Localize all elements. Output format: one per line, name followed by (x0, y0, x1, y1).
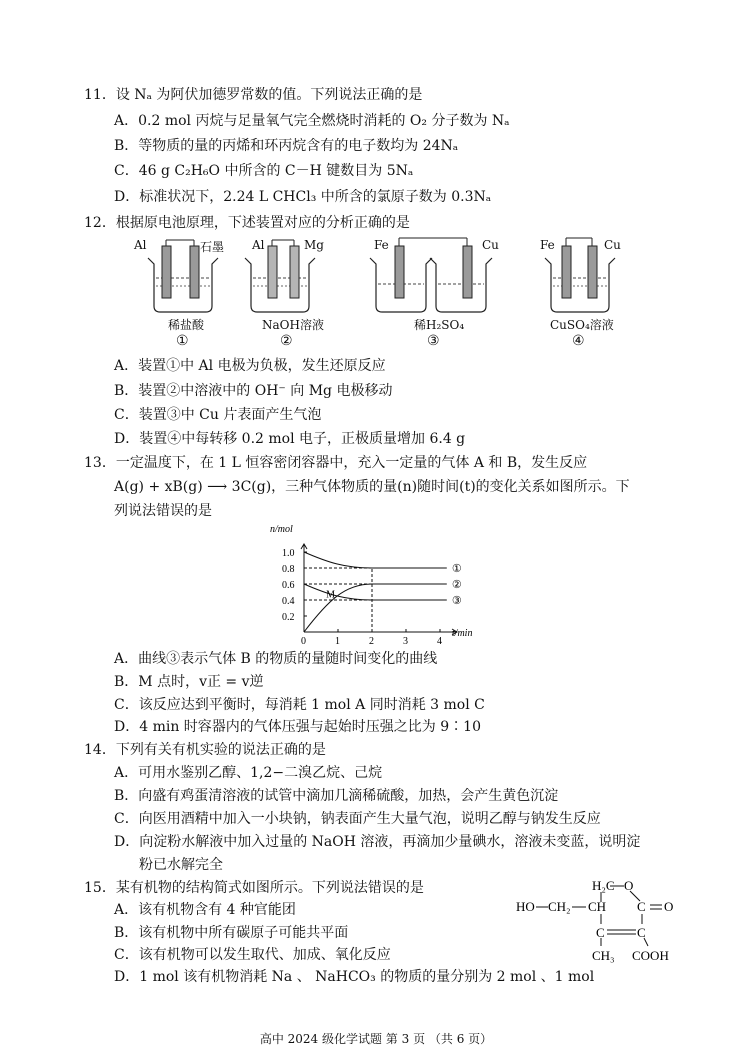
dev2-right-label: Mg (304, 238, 324, 252)
structural-formula (516, 874, 696, 966)
q14-option-d-line2: 粉已水解完全 (139, 857, 223, 873)
q14-option-a: A．可用水鉴别乙醇、1,2−二溴乙烷、己烷 (114, 765, 383, 781)
x-tick-label: 2 (369, 636, 374, 646)
q11-option-b: B．等物质的量的丙烯和环丙烷含有的电子数均为 24Nₐ (114, 138, 459, 154)
atom-ho: HO (516, 899, 535, 914)
q15-option-a: A．该有机物含有 4 种官能团 (114, 902, 296, 918)
q13-stem-line3: 列说法错误的是 (114, 503, 212, 519)
atom-carbonyl-c: C (637, 899, 646, 914)
x-tick-label: 1 (335, 636, 340, 646)
series-label: ① (451, 563, 462, 575)
point-m-label: M (326, 589, 336, 601)
dev3-left-label: Fe (374, 238, 389, 252)
q13-stem-line2: A(g) + xB(g) ⟶ 3C(g)，三种气体物质的量(n)随时间(t)的变化关系如图所示。下 (114, 479, 630, 495)
dev1-left-label: Al (134, 238, 147, 252)
y-tick-label: 0.8 (282, 564, 295, 575)
atom-cooh: COOH (632, 948, 669, 963)
q14-option-b: B．向盛有鸡蛋清溶液的试管中滴加几滴稀硫酸，加热，会产生黄色沉淀 (114, 788, 559, 804)
dev1-solution-label: 稀盐酸 (168, 318, 205, 332)
q12-stem: 12．根据原电池原理，下述装置对应的分析正确的是 (84, 215, 410, 231)
dev2-number: ② (280, 333, 293, 349)
x-tick-label: 3 (403, 636, 408, 646)
page-footer: 高中 2024 级化学试题 第 3 页 （共 6 页） (259, 1032, 493, 1046)
q15-option-c: C．该有机物可以发生取代、加成、氧化反应 (114, 947, 391, 963)
x-tick-label: 4 (437, 636, 442, 646)
x-axis-label: t/min (451, 628, 473, 639)
q13-option-a: A．曲线③表示气体 B 的物质的量随时间变化的曲线 (114, 651, 438, 667)
q11-option-d: D．标准状况下，2.24 L CHCl₃ 中所含的氯原子数为 0.3Nₐ (114, 189, 492, 205)
dev4-left-label: Fe (540, 238, 555, 252)
series-label: ③ (451, 595, 462, 607)
atom-c1: C (596, 925, 605, 940)
dev1-number: ① (176, 333, 189, 349)
y-axis-label: n/mol (270, 524, 293, 535)
q11-option-c: C．46 g C₂H₆O 中所含的 C－H 键数目为 5Nₐ (114, 163, 414, 179)
amount-time-chart (266, 520, 492, 646)
y-tick-label: 0.2 (282, 612, 295, 623)
series-label: ② (451, 579, 462, 591)
dev3-solution-label: 稀H₂SO₄ (414, 318, 465, 332)
atom-ch2: CH₂ (548, 899, 571, 914)
atom-h2c: H₂C (592, 878, 615, 893)
q13-stem-line1: 13．一定温度下，在 1 L 恒容密闭容器中，充入一定量的气体 A 和 B，发生反应 (84, 455, 588, 471)
q13-option-c: C．该反应达到平衡时，每消耗 1 mol A 同时消耗 3 mol C (114, 697, 485, 713)
dev3-number: ③ (427, 333, 440, 349)
q12-option-d: D．装置④中每转移 0.2 mol 电子，正极质量增加 6.4 g (114, 431, 466, 447)
atom-ring-o: O (624, 878, 634, 893)
q15-option-b: B．该有机物中所有碳原子可能共平面 (114, 925, 349, 941)
y-tick-label: 1.0 (282, 548, 295, 559)
y-tick-label: 0.4 (282, 596, 295, 607)
atom-ch: CH (588, 899, 607, 914)
q11-option-a: A．0.2 mol 丙烷与足量氧气完全燃烧时消耗的 O₂ 分子数为 Nₐ (114, 113, 510, 129)
atom-c2: C (637, 925, 646, 940)
q12-option-a: A．装置①中 Al 电极为负极，发生还原反应 (114, 358, 386, 374)
q13-option-b: B．M 点时，v正 = v逆 (114, 674, 264, 690)
dev3-right-label: Cu (482, 238, 499, 252)
q14-option-d-line1: D．向淀粉水解液中加入过量的 NaOH 溶液，再滴加少量碘水，溶液未变蓝，说明淀 (114, 834, 641, 850)
dev4-solution-label: CuSO₄溶液 (550, 318, 614, 332)
q14-stem: 14．下列有关有机实验的说法正确的是 (84, 742, 326, 758)
series-line (304, 552, 447, 568)
dev2-solution-label: NaOH溶液 (262, 318, 324, 332)
atom-ch3: CH₃ (592, 948, 615, 963)
x-tick-label: 0 (301, 636, 306, 646)
atom-carbonyl-o: O (664, 899, 674, 914)
q15-option-d: D．1 mol 该有机物消耗 Na 、 NaHCO₃ 的物质的量分别为 2 mol 、1 mol (114, 969, 595, 985)
y-tick-label: 0.6 (282, 580, 295, 591)
q13-option-d: D．4 min 时容器内的气体压强与起始时压强之比为 9∶10 (114, 719, 481, 735)
q12-option-c: C．装置③中 Cu 片表面产生气泡 (114, 407, 322, 423)
q15-stem: 15．某有机物的结构简式如图所示。下列说法错误的是 (84, 880, 424, 896)
dev4-right-label: Cu (604, 238, 621, 252)
q12-option-b: B．装置②中溶液中的 OH⁻ 向 Mg 电极移动 (114, 383, 393, 399)
dev2-left-label: Al (252, 238, 265, 252)
dev1-right-label: 石墨 (200, 240, 225, 254)
q14-option-c: C．向医用酒精中加入一小块钠，钠表面产生大量气泡，说明乙醇与钠发生反应 (114, 811, 601, 827)
q11-stem: 11．设 Nₐ 为阿伏加德罗常数的值。下列说法正确的是 (84, 87, 423, 103)
dev4-number: ④ (572, 333, 585, 349)
